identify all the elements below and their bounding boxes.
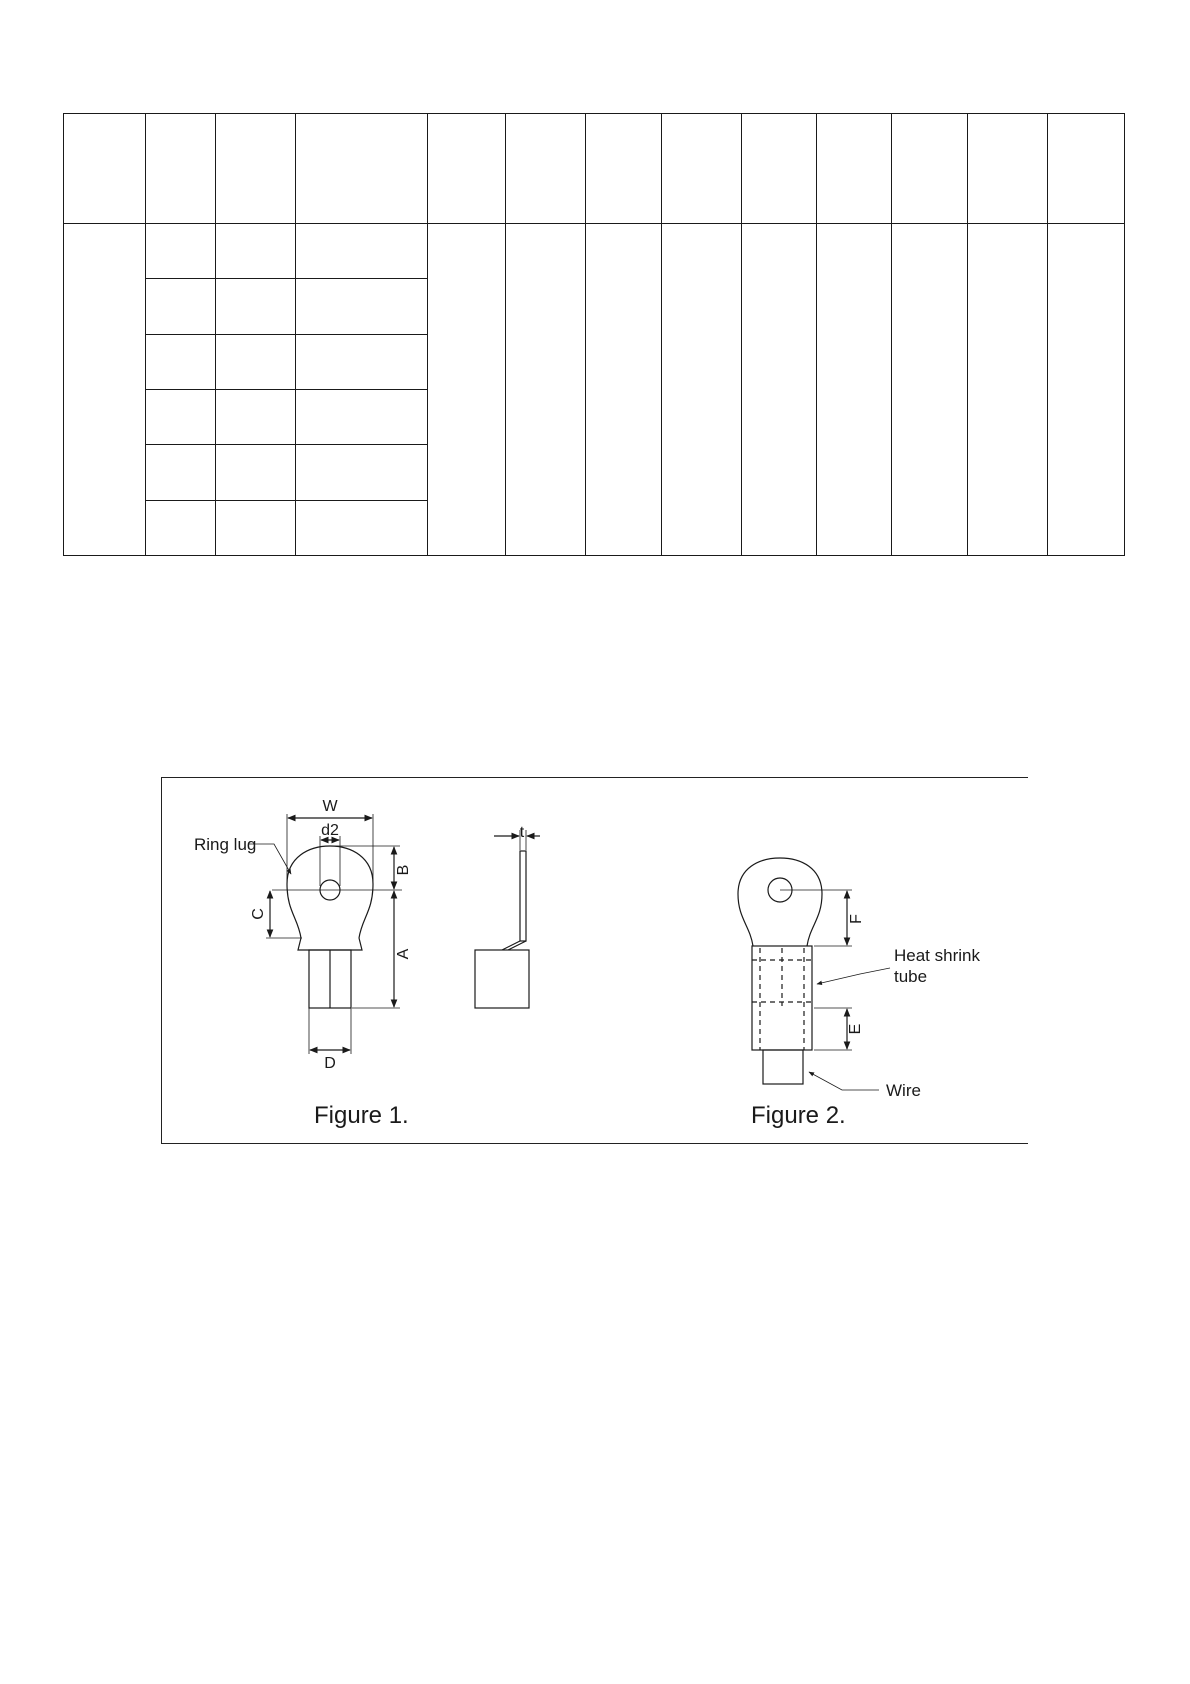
table-cell [64,224,146,556]
wire-callout: Wire [886,1081,921,1100]
header-cell [817,114,892,224]
dim-e-label: E [847,1023,864,1035]
table-cell [506,224,586,556]
dim-d2-label: d2 [321,822,339,839]
table-cell [216,279,296,334]
header-cell [146,114,216,224]
header-cell [968,114,1048,224]
table-cell [296,279,428,334]
header-cell [1048,114,1125,224]
figure-panel [161,777,1028,1144]
table-cell [146,334,216,389]
table-cell [428,224,506,556]
table-cell [1048,224,1125,556]
table-cell [296,445,428,500]
table-cell [892,224,968,556]
figure-1-caption: Figure 1. [314,1102,409,1129]
heat-shrink-callout-line1: Heat shrink [894,946,980,965]
header-cell [64,114,146,224]
table-cell [216,500,296,555]
table-cell [146,500,216,555]
figure-drawing [162,778,1028,1143]
table-header-row [64,114,1125,224]
table-cell [586,224,662,556]
table-cell [296,500,428,555]
spec-table [63,113,1124,556]
table-cell [296,389,428,444]
table-cell [146,389,216,444]
table-cell [296,334,428,389]
table-cell [662,224,742,556]
table-cell [216,445,296,500]
header-cell [428,114,506,224]
table-row [64,224,1125,279]
dim-b-label: B [395,864,412,876]
dim-d-label: D [324,1055,336,1072]
heat-shrink-callout-line2: tube [894,967,928,986]
header-cell [742,114,817,224]
header-cell [586,114,662,224]
table-cell [146,224,216,279]
table-cell [216,389,296,444]
header-cell [892,114,968,224]
header-cell [296,114,428,224]
figure-2-caption: Figure 2. [751,1102,846,1129]
table-cell [146,279,216,334]
table-cell [296,224,428,279]
ring-lug-front-view [272,846,402,1008]
dim-t-label: t [519,824,525,841]
table-cell [968,224,1048,556]
dim-a-label: A [395,948,412,960]
table-cell [146,445,216,500]
ring-lug-side-view [475,851,529,1008]
header-cell [216,114,296,224]
wire [763,1050,803,1084]
ring-lug-callout: Ring lug [194,835,257,854]
header-cell [506,114,586,224]
dim-c-label: C [250,908,267,920]
header-cell [662,114,742,224]
dim-f-label: F [848,914,865,924]
table-cell [742,224,817,556]
table-cell [817,224,892,556]
table-cell [216,334,296,389]
table-cell [216,224,296,279]
dim-w-label: W [322,798,338,815]
